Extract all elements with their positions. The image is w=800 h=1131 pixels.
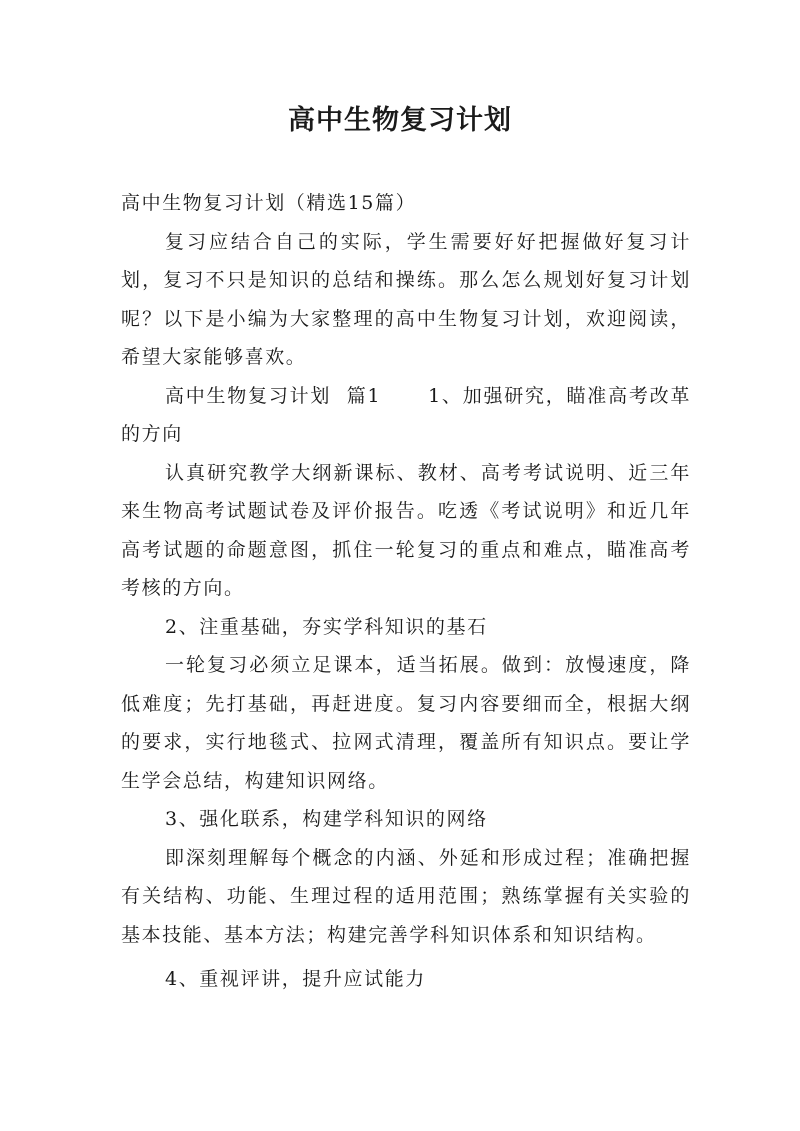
section-heading-4: 4、重视评讲，提升应试能力 [165, 968, 426, 990]
document-title: 高中生物复习计划 [288, 105, 512, 136]
section-heading-2: 2、注重基础，夯实学科知识的基石 [165, 615, 488, 638]
section-heading-1: 高中生物复习计划 篇1 1、加强研究，瞄准高考改革的方向 [121, 384, 691, 445]
document-subtitle: 高中生物复习计划（精选15篇） [121, 192, 417, 214]
section-heading-3: 3、强化联系，构建学科知识的网络 [165, 808, 488, 830]
body-paragraph-3: 即深刻理解每个概念的内涵、外延和形成过程；准确把握有关结构、功能、生理过程的适用范围；熟练掌握有关实验的基本技能、基本方法；构建完善学科知识体系和知识结构。 [121, 846, 691, 946]
body-paragraph-2: 一轮复习必须立足课本，适当拓展。做到：放慢速度，降低难度；先打基础，再赶进度。复习内容要细而全，根据大纲的要求，实行地毯式、拉网式清理，覆盖所有知识点。要让学生学会总结，构建知识网络。 [121, 654, 691, 792]
document-body [121, 184, 691, 999]
body-paragraph-1: 认真研究教学大纲新课标、教材、高考考试说明、近三年来生物高考试题试卷及评价报告。吃透《考试说明》和近几年高考试题的命题意图，抓住一轮复习的重点和难点，瞄准高考考核的方向。 [121, 461, 691, 599]
intro-paragraph: 复习应结合自己的实际，学生需要好好把握做好复习计划，复习不只是知识的总结和操练。那么怎么规划好复习计划呢？以下是小编为大家整理的高中生物复习计划，欢迎阅读，希望大家能够喜欢。 [121, 230, 691, 368]
